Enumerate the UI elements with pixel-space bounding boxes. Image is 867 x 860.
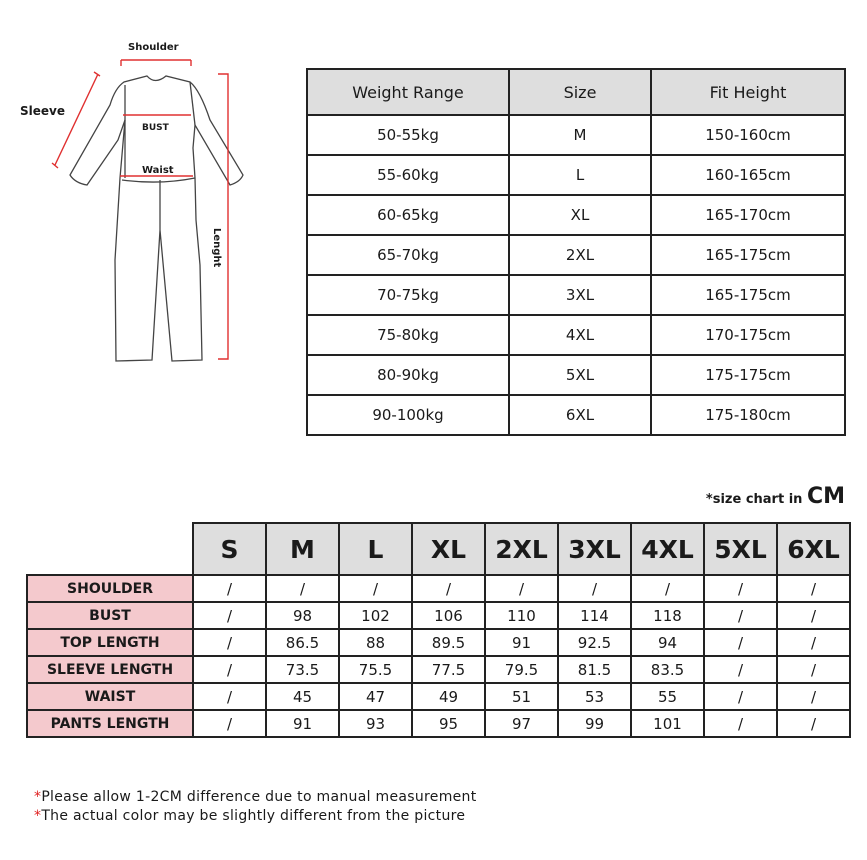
value-cell: 114 — [558, 602, 631, 629]
size-header: 6XL — [777, 523, 850, 575]
size-header: S — [193, 523, 266, 575]
value-cell: 99 — [558, 710, 631, 737]
footnote — [34, 808, 465, 824]
table-row — [27, 710, 850, 737]
size-header: 3XL — [558, 523, 631, 575]
row-label: SLEEVE LENGTH — [27, 656, 193, 683]
value-cell: 89.5 — [412, 629, 485, 656]
value-cell: 55 — [631, 683, 704, 710]
column-header-weight: Weight Range — [307, 69, 509, 115]
table-row — [27, 656, 850, 683]
table-row — [307, 155, 845, 195]
footnote — [34, 789, 477, 805]
size-cell: 2XL — [509, 235, 651, 275]
table-header-row — [307, 69, 845, 115]
value-cell: / — [193, 656, 266, 683]
value-cell: 79.5 — [485, 656, 558, 683]
size-cell: 6XL — [509, 395, 651, 435]
value-cell: 77.5 — [412, 656, 485, 683]
unit-note-prefix: *size chart in — [705, 492, 803, 507]
shoulder-label: Shoulder — [128, 42, 179, 53]
weight-cell: 55-60kg — [307, 155, 509, 195]
size-cell: L — [509, 155, 651, 195]
height-cell: 165-175cm — [651, 275, 845, 315]
value-cell: 81.5 — [558, 656, 631, 683]
size-cell: XL — [509, 195, 651, 235]
table-row — [27, 575, 850, 602]
jumpsuit-outline-icon — [0, 30, 280, 370]
value-cell: / — [339, 575, 412, 602]
value-cell: 88 — [339, 629, 412, 656]
value-cell: 106 — [412, 602, 485, 629]
value-cell: 75.5 — [339, 656, 412, 683]
asterisk: * — [34, 789, 42, 805]
table-row — [307, 275, 845, 315]
value-cell: 45 — [266, 683, 339, 710]
table-row — [27, 683, 850, 710]
column-header-fit-height: Fit Height — [651, 69, 845, 115]
measurement-table — [26, 522, 851, 738]
value-cell: 118 — [631, 602, 704, 629]
footnote-text: The actual color may be slightly different from the picture — [41, 808, 466, 824]
size-header: 4XL — [631, 523, 704, 575]
value-cell: 95 — [412, 710, 485, 737]
value-cell: 93 — [339, 710, 412, 737]
weight-cell: 90-100kg — [307, 395, 509, 435]
weight-cell: 65-70kg — [307, 235, 509, 275]
value-cell: / — [266, 575, 339, 602]
value-cell: 53 — [558, 683, 631, 710]
table-row — [307, 315, 845, 355]
value-cell: 101 — [631, 710, 704, 737]
bust-label: BUST — [142, 123, 169, 133]
row-label: WAIST — [27, 683, 193, 710]
value-cell: 47 — [339, 683, 412, 710]
value-cell: 83.5 — [631, 656, 704, 683]
table-row — [307, 115, 845, 155]
value-cell: / — [777, 656, 850, 683]
height-cell: 175-180cm — [651, 395, 845, 435]
size-cell: M — [509, 115, 651, 155]
size-cell: 5XL — [509, 355, 651, 395]
row-label: SHOULDER — [27, 575, 193, 602]
waist-label: Waist — [142, 165, 174, 176]
unit-note-unit: CM — [806, 484, 845, 509]
value-cell: / — [631, 575, 704, 602]
size-header: M — [266, 523, 339, 575]
value-cell: / — [412, 575, 485, 602]
height-cell: 160-165cm — [651, 155, 845, 195]
value-cell: 98 — [266, 602, 339, 629]
table-row — [307, 235, 845, 275]
size-header: 2XL — [485, 523, 558, 575]
value-cell: / — [704, 683, 777, 710]
size-cell: 3XL — [509, 275, 651, 315]
value-cell: / — [777, 683, 850, 710]
value-cell: / — [777, 710, 850, 737]
garment-diagram — [0, 30, 280, 370]
size-header: L — [339, 523, 412, 575]
value-cell: / — [704, 602, 777, 629]
size-header-row — [27, 523, 850, 575]
sleeve-label: Sleeve — [20, 104, 65, 118]
value-cell: 92.5 — [558, 629, 631, 656]
table-row — [27, 629, 850, 656]
value-cell: / — [777, 629, 850, 656]
value-cell: / — [777, 602, 850, 629]
length-label: Lenght — [211, 228, 222, 268]
value-cell: 49 — [412, 683, 485, 710]
table-row — [307, 355, 845, 395]
size-header: 5XL — [704, 523, 777, 575]
value-cell: / — [704, 575, 777, 602]
value-cell: / — [485, 575, 558, 602]
value-cell: / — [193, 602, 266, 629]
height-cell: 165-175cm — [651, 235, 845, 275]
asterisk: * — [34, 808, 42, 824]
value-cell: 110 — [485, 602, 558, 629]
value-cell: 97 — [485, 710, 558, 737]
value-cell: / — [704, 710, 777, 737]
height-cell: 150-160cm — [651, 115, 845, 155]
value-cell: / — [193, 710, 266, 737]
height-cell: 175-175cm — [651, 355, 845, 395]
value-cell: / — [704, 629, 777, 656]
weight-cell: 50-55kg — [307, 115, 509, 155]
size-cell: 4XL — [509, 315, 651, 355]
value-cell: / — [777, 575, 850, 602]
value-cell: 91 — [485, 629, 558, 656]
value-cell: 94 — [631, 629, 704, 656]
value-cell: / — [193, 629, 266, 656]
blank-corner — [27, 523, 193, 575]
row-label: BUST — [27, 602, 193, 629]
height-cell: 165-170cm — [651, 195, 845, 235]
weight-cell: 70-75kg — [307, 275, 509, 315]
unit-note — [706, 484, 845, 509]
table-row — [307, 395, 845, 435]
row-label: PANTS LENGTH — [27, 710, 193, 737]
weight-cell: 80-90kg — [307, 355, 509, 395]
height-cell: 170-175cm — [651, 315, 845, 355]
column-header-size: Size — [509, 69, 651, 115]
value-cell: / — [193, 575, 266, 602]
size-header: XL — [412, 523, 485, 575]
value-cell: 51 — [485, 683, 558, 710]
weight-cell: 60-65kg — [307, 195, 509, 235]
value-cell: / — [193, 683, 266, 710]
weight-size-table — [306, 68, 846, 436]
row-label: TOP LENGTH — [27, 629, 193, 656]
footnote-text: Please allow 1-2CM difference due to manual measurement — [41, 789, 477, 805]
value-cell: / — [558, 575, 631, 602]
weight-cell: 75-80kg — [307, 315, 509, 355]
value-cell: 91 — [266, 710, 339, 737]
table-row — [27, 602, 850, 629]
value-cell: / — [704, 656, 777, 683]
value-cell: 73.5 — [266, 656, 339, 683]
table-row — [307, 195, 845, 235]
value-cell: 86.5 — [266, 629, 339, 656]
value-cell: 102 — [339, 602, 412, 629]
